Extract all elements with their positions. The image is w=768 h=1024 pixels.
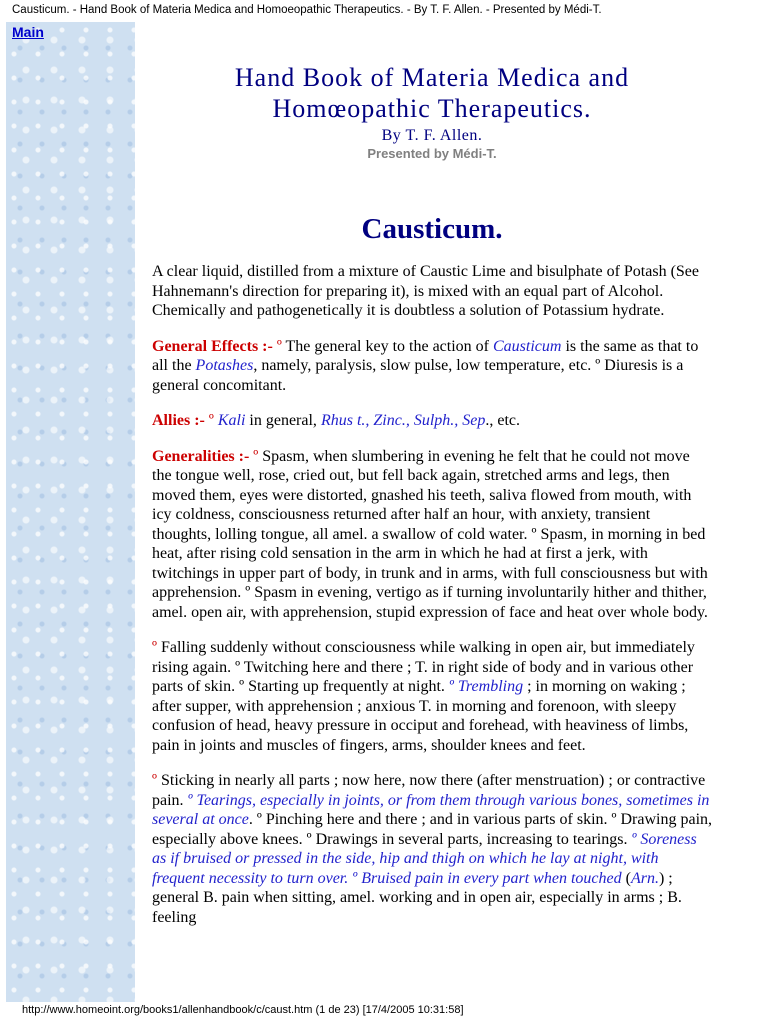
degree-mark: º xyxy=(276,337,282,355)
generalities-label: Generalities :- xyxy=(152,447,254,465)
emphasis-text: º Soreness as if bruised or pressed in the side, hip and thigh on which he lay at night, with frequent necessity to turn over. º Bruised pain in every part when touched xyxy=(152,830,697,887)
remedy-ref: Kali xyxy=(213,412,246,429)
remedy-ref: Arn. xyxy=(630,869,659,887)
text-span: is the same as that to all the xyxy=(152,337,699,374)
document-body xyxy=(152,62,712,943)
presented-by: Presented by Médi-T. xyxy=(367,146,497,161)
sidebar-background xyxy=(6,22,135,1002)
degree-mark: º xyxy=(253,447,259,465)
book-title xyxy=(152,62,712,124)
text-span: The general key to the action of xyxy=(281,337,493,355)
falling-paragraph xyxy=(152,638,712,755)
text-span: ; in morning on waking ; after supper, with apprehension ; anxious T. in morning and forenoon, with sleepy confusion of head, heavy pressure in occiput and forehead, with heaviness of limbs, pain in joints and muscles of fingers, arms, shoulder knees and feet. xyxy=(152,678,689,754)
text-span: ., etc. xyxy=(485,412,521,429)
intro-paragraph: A clear liquid, distilled from a mixture of Caustic Lime and bisulphate of Potash (See Hahnemann's direction for preparing it), is mixed with an equal part of Alcohol. Chemically and pathogenetically it is doubtless a solution of Potassium hydrate. xyxy=(152,263,699,319)
general-effects-label: General Effects :- xyxy=(152,337,277,355)
text-span: ) ; general B. pain when sitting, amel. working and in open air, especially in arms ; B. feeling xyxy=(152,869,682,926)
degree-mark: º xyxy=(152,639,157,656)
book-title-line2: Homœopathic Therapeutics. xyxy=(272,94,592,123)
sticking-paragraph xyxy=(152,771,712,927)
text-span: in general, xyxy=(245,412,321,429)
main-link[interactable]: Main xyxy=(12,24,44,40)
remedy-ref: º Trembling xyxy=(448,678,524,695)
emphasis-text: º Tearings, especially in joints, or from them through various bones, sometimes in several at once xyxy=(152,791,710,828)
degree-mark: º xyxy=(152,772,157,789)
allies-paragraph xyxy=(152,411,712,431)
remedy-title: Causticum. xyxy=(361,213,503,245)
book-author: By T. F. Allen. xyxy=(381,127,483,144)
page-footer-url: http://www.homeoint.org/books1/allenhandbook/c/caust.htm (1 de 23) [17/4/2005 10:31:58] xyxy=(22,1004,464,1016)
book-title-line1: Hand Book of Materia Medica and xyxy=(234,63,630,92)
general-effects-paragraph xyxy=(152,337,712,396)
text-span: Falling suddenly without consciousness while walking in open air, but immediately rising again. º Twitching here and there ; T. in right side of body and in various other parts of skin. º Starting up frequently at night. xyxy=(152,639,695,695)
allies-label: Allies :- xyxy=(152,412,209,429)
page-header: Causticum. - Hand Book of Materia Medica and Homoeopathic Therapeutics. - By T. F. Allen. - Presented by Médi-T. xyxy=(12,4,602,16)
remedy-ref: Causticum xyxy=(493,337,562,355)
text-span: . º Pinching here and there ; and in various parts of skin. º Drawing pain, especially above knees. º Drawings in several parts, increasing to tearings. xyxy=(152,811,713,848)
text-span: Sticking in nearly all parts ; now here, now there (after menstruation) ; or contractive pain. xyxy=(152,772,706,809)
text-span: , namely, paralysis, slow pulse, low temperature, etc. º Diuresis is a general concomitant. xyxy=(152,357,684,394)
text-span: ( xyxy=(621,869,631,887)
generalities-paragraph xyxy=(152,447,712,623)
remedy-ref: Potashes xyxy=(195,357,254,374)
text-span: Spasm, when slumbering in evening he felt that he could not move the tongue well, rose, cried out, but fell back again, stretched arms and legs, then moved them, eyes were distorted, gnashed his teeth, saliva flowed from mouth, with icy coldness, consciousness returned after half an hour, with anxiety, transient thoughts, lolling tongue, all amel. a swallow of cold water. º Spasm, in morning in bed heat, after rising cold sensation in the arm in which he had at first a jerk, with twitchings in upper part of body, in trunk and in arms, with full consciousness but with apprehension. º Spasm in evening, vertigo as if turning involuntarily hither and thither, amel. open air, with apprehension, stupid expression of face and heat over whole body. xyxy=(152,447,708,621)
degree-mark: º xyxy=(208,412,214,429)
remedy-ref: Rhus t., Zinc., Sulph., Sep xyxy=(320,412,486,429)
